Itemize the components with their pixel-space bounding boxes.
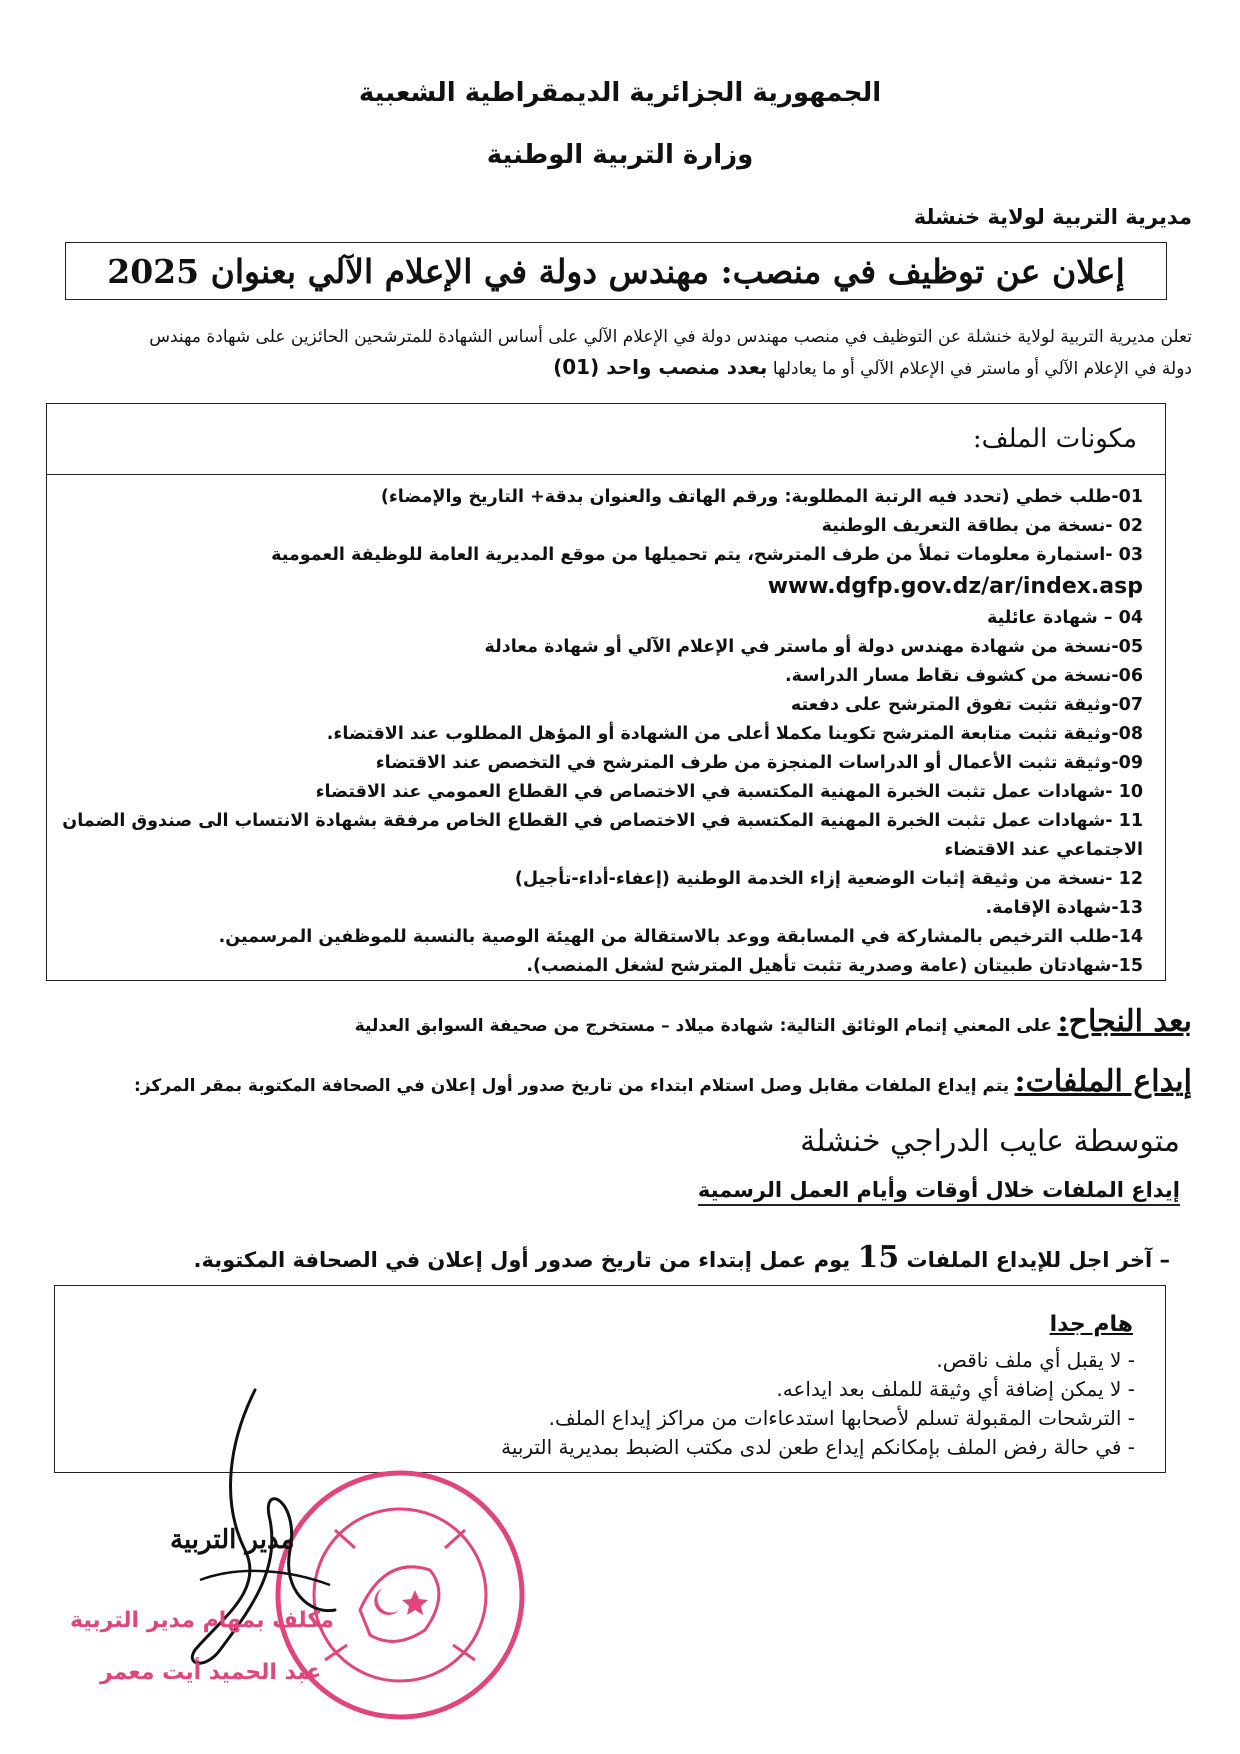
list-item: 11 -شهادات عمل تثبت الخبرة المهنية المكتسبة في الاختصاص في القطاع الخاص مرفقة بشهادة الانتساب الى صندوق الضمان الاجتماعي عند الاقتضاء <box>62 811 1143 860</box>
after-success-section <box>355 1004 1192 1039</box>
after-success-text: على المعني إتمام الوثائق التالية: شهادة ميلاد – مستخرج من صحيفة السوابق العدلية <box>354 1016 1053 1036</box>
dgfp-link[interactable]: www.dgfp.gov.dz/ar/index.asp <box>767 574 1143 599</box>
list-item: - لا يقبل أي ملف ناقص. <box>936 1348 1135 1372</box>
republic-heading: الجمهورية الجزائرية الديمقراطية الشعبية <box>358 78 882 108</box>
list-item: - في حالة رفض الملف بإمكانكم إيداع طعن لدى مكتب الضبط بمديرية التربية <box>501 1435 1135 1459</box>
deadline-text-1: – آخر اجل للإيداع الملفات <box>899 1248 1170 1272</box>
deadline-text-2: يوم عمل إبتداء من تاريخ صدور أول إعلان في الصحافة المكتوبة. <box>193 1248 858 1272</box>
intro-line-2 <box>42 352 1192 384</box>
after-success-label: بعد النجاح: <box>1057 1004 1192 1039</box>
list-item: 10 -شهادات عمل تثبت الخبرة المهنية المكتسبة في الاختصاص في القطاع العمومي عند الاقتضاء <box>315 782 1143 802</box>
stamp-line-1: مكلف بمهام مدير التربية <box>70 1608 334 1633</box>
list-item: 05-نسخة من شهادة مهندس دولة أو ماستر في الإعلام الآلي أو شهادة معادلة <box>484 637 1143 657</box>
important-list <box>501 1346 1135 1462</box>
list-item: 09-وثيقة تثبت الأعمال أو الدراسات المنجزة من طرف المترشح في التخصص عند الاقتضاء <box>375 753 1143 773</box>
list-item: 03 -استمارة معلومات تملأ من طرف المترشح، يتم تحميلها من موقع المديرية العامة للوظيفة العمومية <box>271 545 1143 565</box>
list-item: 07-وثيقة تثبت تفوق المترشح على دفعته <box>790 695 1143 715</box>
file-components-list <box>47 475 1165 981</box>
deposit-label: إيداع الملفات: <box>1014 1064 1192 1099</box>
list-item: 06-نسخة من كشوف نقاط مسار الدراسة. <box>785 666 1143 686</box>
deadline-line <box>194 1240 1171 1275</box>
important-title: هام جدا <box>1049 1312 1133 1337</box>
directorate-label: مديرية التربية لولاية خنشلة <box>913 205 1192 229</box>
list-item: 04 – شهادة عائلية <box>986 608 1143 628</box>
list-item-url[interactable] <box>57 570 1143 604</box>
list-item: - لا يمكن إضافة أي وثيقة للملف بعد ايداعه. <box>776 1377 1135 1401</box>
list-item: 01-طلب خطي (تحدد فيه الرتبة المطلوبة: ورقم الهاتف والعنوان بدقة+ التاريخ والإمضاء) <box>380 487 1143 507</box>
intro-paragraph <box>42 322 1192 384</box>
intro-line-2-text: دولة في الإعلام الآلي أو ماستر في الإعلام الآلي أو ما يعادلها <box>767 359 1192 379</box>
intro-line-1: تعلن مديرية التربية لولاية خنشلة عن التوظيف في منصب مهندس دولة في الإعلام الآلي على أساس الشهادة للمترشحين الحائزين على شهادة مهندس <box>149 327 1192 347</box>
list-item: 12 -نسخة من وثيقة إثبات الوضعية إزاء الخدمة الوطنية (إعفاء-أداء-تأجيل) <box>514 869 1143 889</box>
deposit-text: يتم إيداع الملفات مقابل وصل استلام ابتداء من تاريخ صدور أول إعلان في الصحافة المكتوبة بمقر المركز: <box>134 1076 1010 1096</box>
list-item: 13-شهادة الإقامة. <box>985 898 1143 918</box>
list-item: 15-شهادتان طبيتان (عامة وصدرية تثبت تأهيل المترشح لشغل المنصب). <box>526 956 1143 976</box>
deposit-section <box>134 1064 1192 1099</box>
list-item: - الترشحات المقبولة تسلم لأصحابها استدعاءات من مراكز إيداع الملف. <box>548 1406 1135 1430</box>
file-components-heading: مكونات الملف: <box>47 404 1165 475</box>
file-components-box <box>46 403 1166 981</box>
deposit-hours: إيداع الملفات خلال أوقات وأيام العمل الرسمية <box>698 1178 1180 1206</box>
stamp-line-2: عبد الحميد أيت معمر <box>100 1660 322 1685</box>
announcement-title: إعلان عن توظيف في منصب: مهندس دولة في الإعلام الآلي بعنوان 2025 <box>65 242 1167 300</box>
list-item: 14-طلب الترخيص بالمشاركة في المسابقة ووعد بالاستقالة من الهيئة الوصية بالنسبة للموظفين المرسمين. <box>218 927 1143 947</box>
positions-count: بعدد منصب واحد (01) <box>553 355 768 379</box>
list-item: 08-وثيقة تثبت متابعة المترشح تكوينا مكملا أعلى من الشهادة أو المؤهل المطلوب عند الاقتضاء. <box>326 724 1143 744</box>
deposit-center: متوسطة عايب الدراجي خنشلة <box>800 1124 1180 1159</box>
deadline-days: 15 <box>857 1240 900 1275</box>
ministry-heading: وزارة التربية الوطنية <box>486 140 754 170</box>
director-title: مدير التربية <box>170 1525 295 1555</box>
list-item: 02 -نسخة من بطاقة التعريف الوطنية <box>821 516 1143 536</box>
